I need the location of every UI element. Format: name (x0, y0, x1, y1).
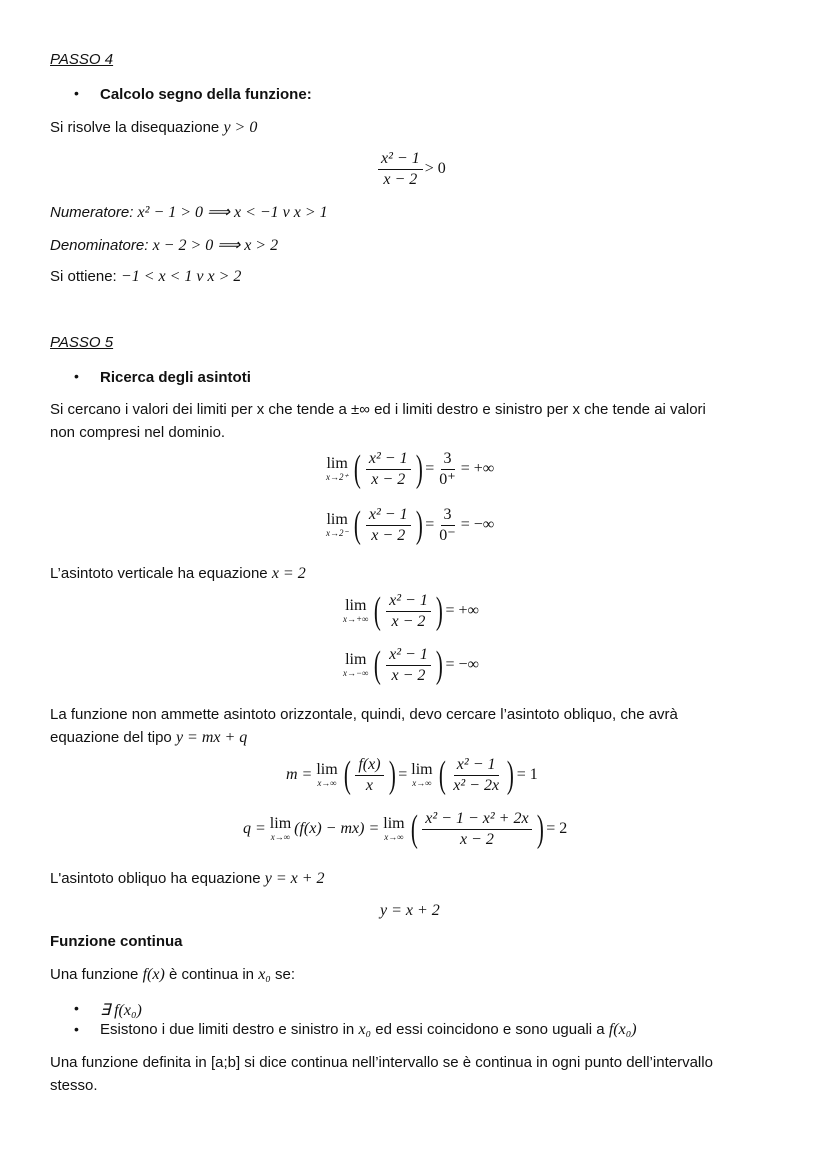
continua-item1: ∃ f(x₀) (100, 1002, 142, 1019)
fraction-denominator: x − 2 (371, 470, 406, 488)
vertical-asymptote-line (50, 565, 306, 583)
fraction-numerator: x² − 1 (378, 150, 423, 170)
intro-b: è continua in (168, 966, 255, 983)
passo5-bullet: Ricerca degli asintoti (100, 369, 251, 386)
denominatore-math: x − 2 > 0 ⟹ x > 2 (152, 237, 279, 254)
fraction-numerator: x² − 1 − x² + 2x (422, 810, 531, 830)
fraction-numerator: 3 (441, 450, 455, 470)
oblique-asymptote-line (50, 870, 325, 888)
limit-result: = −∞ (445, 656, 479, 674)
intro-a: Una funzione (50, 966, 139, 983)
oblique-centered-equation: y = x + 2 (380, 902, 440, 919)
limit-result: = +∞ (445, 602, 479, 620)
m-result: = 1 (516, 766, 538, 784)
sign-fraction (376, 150, 446, 188)
q-equation: q = lim x→∞ (f(x) − mx) = lim x→∞ ( $\frac{\text{x² − 1 − x² + 2x}}{x - 2}$ ) = 2 (243, 808, 568, 851)
passo4-intro (50, 119, 257, 137)
numeratore-label: Numeratore: (50, 204, 134, 221)
lim-word: lim (316, 761, 338, 779)
q-result: = 2 (546, 820, 568, 838)
continua-heading: Funzione continua (50, 933, 183, 950)
oblique-math: y = x + 2 (264, 870, 325, 887)
fraction-numerator: x² − 1 (386, 592, 431, 612)
fraction-denominator: 0⁺ (439, 470, 456, 488)
lim-word: lim (326, 455, 348, 473)
equals: = (425, 460, 435, 478)
continua-intro (50, 966, 295, 984)
fraction-denominator: x (365, 776, 374, 794)
bullet-dot: • (74, 368, 79, 384)
passo5-para1-line1: Si cercano i valori dei limiti per x che tende a ±∞ ed i limiti destro e sinistro per x che tende ai valori (50, 401, 706, 418)
item2-text: Esistono i due limiti destro e sinistro in (100, 1021, 355, 1038)
denominatore-line (50, 235, 278, 255)
result-math: −1 < x < 1 v x > 2 (120, 268, 242, 285)
equals: = (398, 766, 408, 784)
fraction-numerator: x² − 1 (386, 646, 431, 666)
lim-word: lim (345, 597, 367, 615)
passo5-para2-line2 (50, 729, 247, 747)
vertical-asymptote-math: x = 2 (271, 565, 306, 582)
lim-sub: x→2⁻ (326, 527, 349, 538)
lim-sub: x→∞ (412, 777, 432, 788)
denominatore-label: Denominatore: (50, 237, 149, 254)
lim-word: lim (345, 651, 367, 669)
lim-sub: x→2⁺ (326, 471, 349, 482)
passo4-bullet: Calcolo segno della funzione: (100, 86, 312, 103)
result-label: Si ottiene: (50, 268, 117, 285)
vertical-asymptote-text: L’asintoto verticale ha equazione (50, 565, 268, 582)
item2-text2: ed essi coincidono e sono uguali a (375, 1021, 605, 1038)
continua-para-line2: stesso. (50, 1077, 98, 1094)
intro-math: y > 0 (223, 119, 258, 136)
fraction-numerator: x² − 1 (366, 506, 411, 526)
lim-sub: x→∞ (317, 777, 337, 788)
fraction-numerator: 3 (441, 506, 455, 526)
numeratore-line (50, 202, 328, 222)
lim-sub: x→∞ (270, 831, 291, 842)
fraction-denominator: x² − 2x (453, 776, 500, 794)
m-lhs: m = (286, 766, 313, 784)
result-line (50, 268, 241, 286)
continua-para-line1: Una funzione definita in [a;b] si dice continua nell’intervallo se è continua in ogni punto dell’intervallo (50, 1054, 713, 1071)
fraction-rhs: > 0 (424, 160, 446, 178)
intro-math: f(x) (142, 966, 165, 983)
fraction-denominator: x − 2 (391, 666, 426, 684)
lim-word: lim (411, 761, 433, 779)
fraction-numerator: f(x) (355, 756, 383, 776)
limit-plus-inf: lim x→+∞ ( $\frac{\text{x² − 1}}{x - 2}$ ) = +∞ (343, 590, 479, 633)
continua-item2 (100, 1021, 637, 1039)
fraction-numerator: x² − 1 (366, 450, 411, 470)
passo4-heading: PASSO 4 (50, 51, 114, 68)
passo5-para1-line2: non compresi nel dominio. (50, 424, 226, 441)
bullet-dot: • (74, 85, 79, 101)
intro-x0: x₀ (258, 966, 271, 983)
oblique-text: L'asintoto obliquo ha equazione (50, 870, 261, 887)
fraction-denominator: x − 2 (371, 526, 406, 544)
lim-sub: x→+∞ (343, 613, 369, 624)
bullet-dot: • (74, 1021, 79, 1037)
limit-result: = −∞ (460, 516, 495, 534)
bullet-dot: • (74, 1000, 79, 1016)
fraction-denominator: x − 2 (383, 170, 418, 188)
equals: = (425, 516, 435, 534)
lim-word: lim (269, 815, 292, 833)
lim-word: lim (326, 511, 348, 529)
para2-text: equazione del tipo (50, 729, 172, 746)
item2-math: f(x₀) (608, 1021, 637, 1038)
lim-word: lim (383, 815, 405, 833)
limit-2-minus: lim x→2⁻ ( $\frac{\text{x² − 1}}{x - 2}$ ) = $\frac{3}{0^-}$ = −∞ (326, 504, 495, 547)
lim-sub: x→−∞ (343, 667, 369, 678)
para2-math: y = mx + q (175, 729, 248, 746)
intro-text: Si risolve la disequazione (50, 119, 220, 136)
q-expr: (f(x) − mx) = (294, 820, 380, 838)
fraction-denominator: 0⁻ (439, 526, 456, 544)
fraction-numerator: x² − 1 (454, 756, 499, 776)
limit-result: = +∞ (460, 460, 495, 478)
fraction-denominator: x − 2 (459, 830, 494, 848)
intro-c: se: (275, 966, 296, 983)
passo5-heading: PASSO 5 (50, 334, 114, 351)
limit-minus-inf: lim x→−∞ ( $\frac{\text{x² − 1}}{x - 2}$ ) = −∞ (343, 644, 479, 687)
q-lhs: q = (243, 820, 266, 838)
passo5-para2-line1: La funzione non ammette asintoto orizzontale, quindi, devo cercare l’asintoto obliquo, che avrà (50, 706, 678, 723)
lim-sub: x→∞ (384, 831, 404, 842)
limit-2-plus: lim x→2⁺ ( $\frac{\text{x² − 1}}{x - 2}$ ) = $\frac{3}{0^+}$ = +∞ (326, 448, 495, 491)
item2-x0: x₀ (358, 1021, 372, 1038)
fraction-denominator: x − 2 (391, 612, 426, 630)
numeratore-math: x² − 1 > 0 ⟹ x < −1 v x > 1 (137, 204, 328, 221)
m-equation: m = lim x→∞ ( $\frac{f(x)}{x}$ ) = lim x→∞ ( $\frac{\text{x² − 1}}{\text{x² − 2x}}$ ) = 1 (286, 754, 538, 797)
